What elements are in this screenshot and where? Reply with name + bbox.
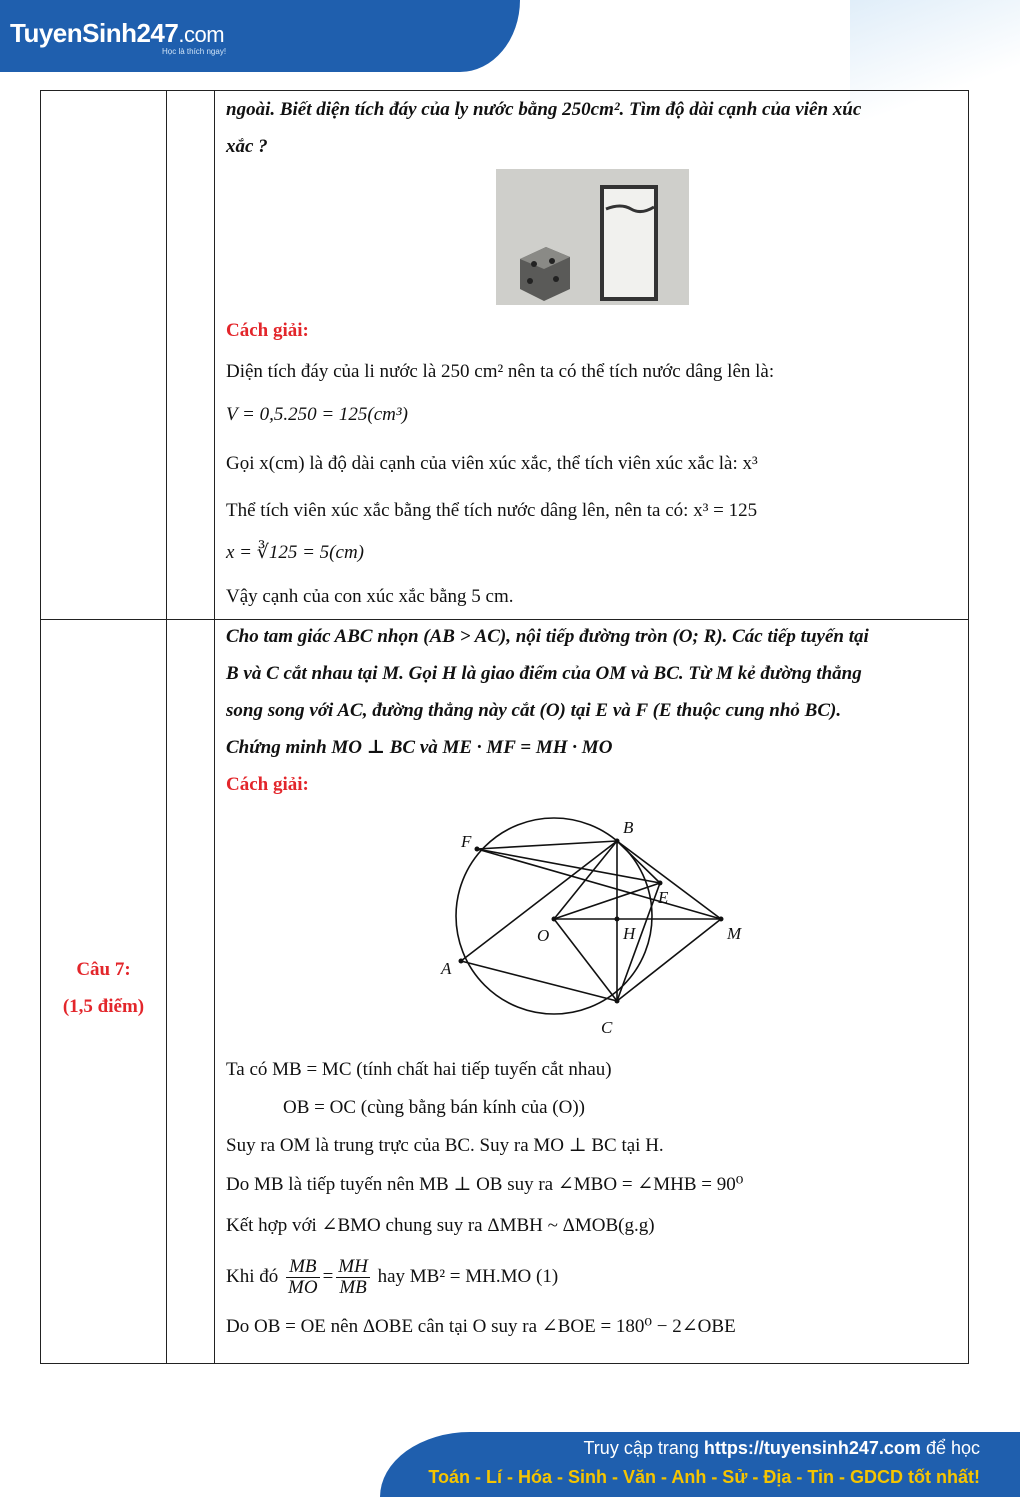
question-7-number: Câu 7: [76, 959, 131, 980]
solution-7-step-7: Do OB = OE nên ΔOBE cân tại O suy ra ∠BOE = 180⁰ − 2∠OBE [226, 1316, 736, 1337]
solution-6-step-6: Vậy cạnh của con xúc xắc bằng 5 cm. [226, 586, 514, 607]
segment-fb [477, 841, 617, 849]
solution-6-step-2: V = 0,5.250 = 125(cm³) [226, 404, 408, 425]
solution-7-step-3: Suy ra OM là trung trực của BC. Suy ra MO ⊥ BC tại H. [226, 1135, 664, 1156]
label-c: C [601, 1018, 613, 1037]
page-header [0, 0, 1020, 80]
page-footer [0, 1410, 1020, 1497]
solution-7-step-6: Khi đó $\frac{MB}{MO}$ = $\frac{MH}{MB}$ hay MB² = MH.MO (1) [226, 1256, 559, 1299]
question-7-cell [226, 618, 960, 803]
geometry-figure [431, 811, 751, 1041]
site-logo[interactable] [10, 18, 224, 49]
solution-6-block [226, 312, 960, 615]
solution-7-step-5: Kết hợp với ∠BMO chung suy ra ΔMBH ~ ΔMOB(g.g) [226, 1215, 655, 1236]
segment-oc [554, 919, 617, 1001]
problem-7-line-2: B và C cắt nhau tại M. Gọi H là giao điểm của OM và BC. Từ M kẻ đường thẳng [226, 663, 862, 684]
problem-7-line-3: song song với AC, đường thẳng này cắt (O) tại E và F (E thuộc cung nhỏ BC). [226, 700, 842, 721]
step-6-prefix: Khi đó [226, 1266, 279, 1287]
solution-6-step-5: x = ∛125 = 5(cm) [226, 542, 364, 563]
problem-7-line-4: Chứng minh MO ⊥ BC và ME · MF = MH · MO [226, 737, 613, 758]
footer-cta [583, 1438, 980, 1459]
logo-main-text: TuyenSinh247 [10, 18, 179, 48]
logo-domain-text: .com [178, 22, 225, 47]
footer-cta-prefix: Truy cập trang [583, 1438, 699, 1458]
label-f: F [461, 832, 472, 851]
logo-tagline: Học là thích ngay! [162, 47, 227, 56]
question-7-points: (1,5 điểm) [62, 996, 145, 1017]
label-e: E [658, 888, 669, 907]
label-o: O [537, 926, 550, 945]
footer-url-link[interactable]: https://tuyensinh247.com [703, 1438, 921, 1458]
table-divider-1 [166, 91, 167, 1363]
fraction-mb-mo: $\frac{MB}{MO}$ [288, 1256, 318, 1299]
solution-7-title: Cách giải: [226, 774, 309, 795]
solution-7-step-4: Do MB là tiếp tuyến nên MB ⊥ OB suy ra ∠MBO = ∠MHB = 90⁰ [226, 1174, 744, 1195]
problem-6-line-2: xắc ? [226, 136, 268, 157]
step-6-suffix: hay MB² = MH.MO (1) [377, 1266, 559, 1287]
problem-7-line-1: Cho tam giác ABC nhọn (AB > AC), nội tiếp đường tròn (O; R). Các tiếp tuyến tại [226, 626, 869, 647]
segment-ac [461, 961, 617, 1001]
solution-6-step-3: Gọi x(cm) là độ dài cạnh của viên xúc xắc, thể tích viên xúc xắc là: x³ [226, 453, 758, 474]
line-fm [477, 849, 721, 919]
label-a: A [441, 959, 452, 978]
label-h: H [623, 924, 636, 943]
solution-table [40, 90, 969, 1364]
footer-subjects: Toán - Lí - Hóa - Sinh - Văn - Anh - Sử - Địa - Tin - GDCD tốt nhất! [428, 1467, 980, 1487]
label-m: M [727, 924, 742, 943]
label-b: B [623, 818, 634, 837]
fraction-mh-mb: $\frac{MH}{MB}$ [338, 1256, 368, 1299]
solution-7-step-2: OB = OC (cùng bằng bán kính của (O)) [283, 1097, 585, 1118]
table-divider-2 [214, 91, 215, 1363]
dice-and-glass-photo [496, 169, 689, 305]
solution-6-step-1: Diện tích đáy của li nước là 250 cm² nên ta có thể tích nước dâng lên là: [226, 361, 775, 382]
question-7-label [41, 951, 166, 1025]
solution-7-block [226, 1051, 960, 1345]
solution-6-step-4: Thể tích viên xúc xắc bằng thể tích nước dâng lên, nên ta có: x³ = 125 [226, 500, 758, 521]
solution-6-title: Cách giải: [226, 320, 309, 341]
solution-7-step-1: Ta có MB = MC (tính chất hai tiếp tuyến cắt nhau) [226, 1059, 612, 1080]
question-6-cell [226, 91, 960, 165]
tangent-mb [617, 841, 721, 919]
segment-oe [554, 883, 660, 919]
footer-cta-suffix: để học [925, 1438, 980, 1458]
segment-ob [554, 841, 617, 919]
problem-6-line-1: ngoài. Biết diện tích đáy của ly nước bằng 250cm². Tìm độ dài cạnh của viên xúc [226, 99, 862, 120]
